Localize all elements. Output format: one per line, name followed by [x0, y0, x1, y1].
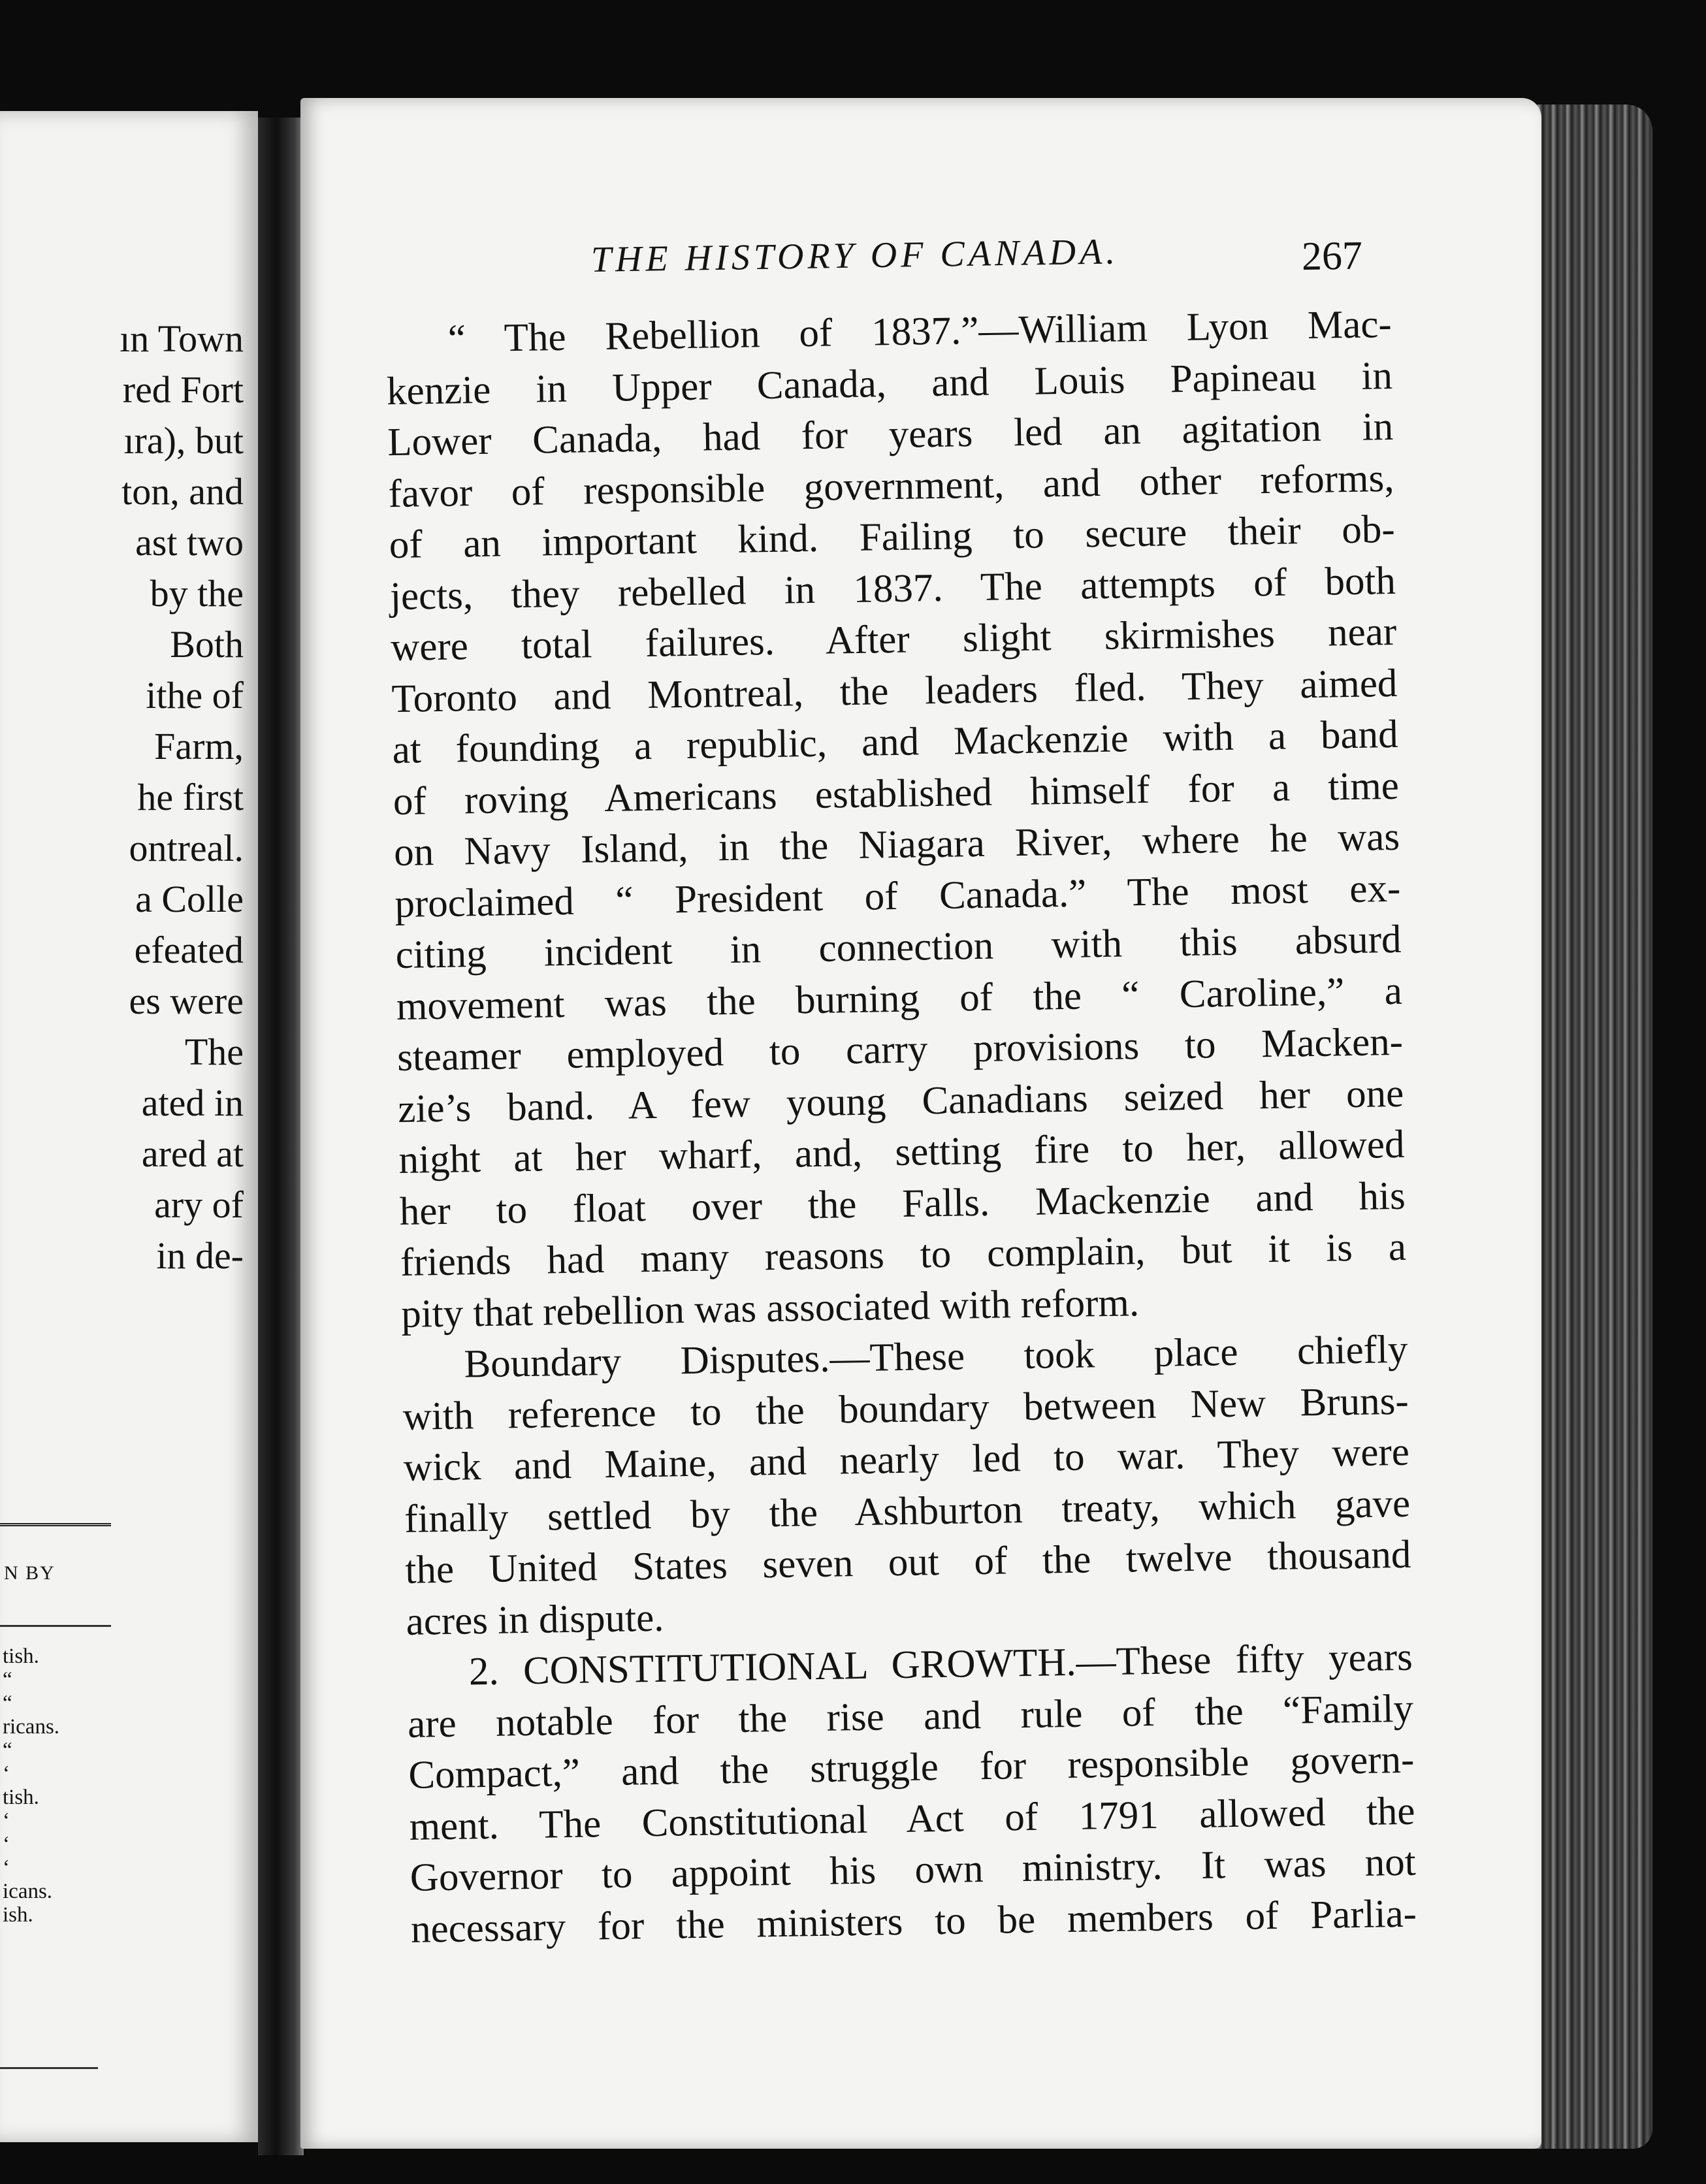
text-line: ment. The Constitutional Act of 1791 allowed the [409, 1789, 1415, 1849]
table-cell: “ [3, 1668, 12, 1692]
text-line: 2. CONSTITUTIONAL GROWTH.—These fifty years [468, 1635, 1413, 1694]
text-line: ın Town [120, 317, 244, 360]
text-line: the United States seven out of the twelve thousand [404, 1532, 1411, 1592]
text-line: jects, they rebelled in 1837. The attempts of both [389, 558, 1396, 618]
text-line: steamer employed to carry provisions to Macken- [396, 1020, 1404, 1080]
text-line: acres in dispute. [406, 1596, 664, 1644]
double-rule [0, 1523, 111, 1530]
table-cell: ‘ [3, 1809, 10, 1833]
text-line: favor of responsible government, and other reforms, [388, 456, 1394, 516]
text-line: Lower Canada, had for years led an agitation in [387, 404, 1394, 465]
text-line: ared at [141, 1132, 244, 1175]
running-head: THE HISTORY OF CANADA. [590, 231, 1119, 280]
text-line: on Navy Island, in the Niagara River, where he was [393, 814, 1400, 875]
text-line: were total failures. After slight skirmishes near [390, 609, 1397, 670]
table-cell: ‘ [3, 1762, 10, 1786]
text-line: of roving Americans established himself for a time [393, 763, 1400, 824]
text-line: Toronto and Montreal, the leaders fled. They aimed [391, 661, 1398, 721]
text-line: citing incident in connection with this absurd [395, 917, 1402, 978]
text-line: wick and Maine, and nearly led to war. They were [403, 1430, 1410, 1490]
page-number: 267 [1301, 233, 1363, 279]
text-line: at founding a republic, and Mackenzie with a band [392, 712, 1399, 773]
text-line: finally settled by the Ashburton treaty, which gave [404, 1481, 1411, 1541]
text-line: ast two [135, 521, 244, 564]
table-cell: tish. [3, 1786, 39, 1809]
previous-page-text [120, 313, 244, 1281]
table-cell: ‘ [3, 1856, 10, 1880]
previous-page [0, 111, 258, 2142]
table-cell: icans. [3, 1880, 53, 1903]
text-line: ontreal. [129, 827, 244, 869]
table-cell: ‘ [3, 1833, 10, 1856]
page-body-text [385, 299, 1417, 1955]
text-line: Compact,” and the struggle for responsible govern- [408, 1737, 1415, 1797]
text-line: ıra), but [123, 419, 244, 462]
text-line: a Colle [135, 878, 244, 920]
text-line: night at her wharf, and, setting fire to her, allowed [398, 1122, 1405, 1182]
text-line: are notable for the rise and rule of the “Family [407, 1686, 1414, 1746]
text-line: movement was the burning of the “ Caroline,” a [396, 969, 1403, 1029]
text-line: efeated [134, 929, 244, 971]
table-rule [0, 1625, 111, 1627]
text-line: zie’s band. A few young Canadians seized her one [397, 1071, 1404, 1131]
page-edges [1528, 104, 1652, 2149]
text-line: Boundary Disputes.—These took place chiefly [463, 1327, 1408, 1387]
text-line: of an important kind. Failing to secure their ob- [389, 507, 1396, 568]
table-cell: ricans. [3, 1715, 60, 1739]
text-line: “ The Rebellion of 1837.”—William Lyon Mac- [447, 302, 1392, 361]
text-line: Both [170, 623, 244, 666]
text-line: with reference to the boundary between New Bruns- [402, 1379, 1409, 1439]
text-line: Farm, [154, 725, 244, 767]
table-bottom-rule [0, 2067, 98, 2069]
text-line: ithe of [146, 674, 244, 716]
text-line: ton, and [121, 470, 244, 513]
text-line: ary of [154, 1183, 244, 1226]
book-gutter [258, 118, 304, 2155]
text-line: pity that rebellion was associated with reform. [400, 1280, 1140, 1336]
text-line: her to float over the Falls. Mackenzie and his [399, 1174, 1406, 1234]
table-fragment [3, 1645, 59, 1927]
text-line: Governor to appoint his own ministry. It was not [410, 1840, 1417, 1900]
text-line: by the [150, 572, 244, 615]
text-line: The [184, 1031, 244, 1073]
text-line: kenzie in Upper Canada, and Louis Papineau in [386, 353, 1393, 413]
text-line: es were [129, 980, 244, 1022]
text-line: friends had many reasons to complain, but it is a [400, 1225, 1407, 1285]
text-line: he first [137, 776, 244, 818]
text-line: ated in [141, 1082, 244, 1124]
table-cell: “ [3, 1692, 12, 1715]
table-heading-fragment: N BY [4, 1562, 56, 1584]
table-cell: “ [3, 1739, 12, 1762]
table-cell: tish. [3, 1645, 39, 1668]
table-cell: ish. [3, 1903, 33, 1927]
text-line: proclaimed “ President of Canada.” The most ex- [394, 866, 1401, 926]
text-line: in de- [156, 1234, 244, 1277]
text-line: red Fort [122, 368, 244, 411]
text-line: necessary for the ministers to be members of Parlia- [410, 1891, 1417, 1951]
